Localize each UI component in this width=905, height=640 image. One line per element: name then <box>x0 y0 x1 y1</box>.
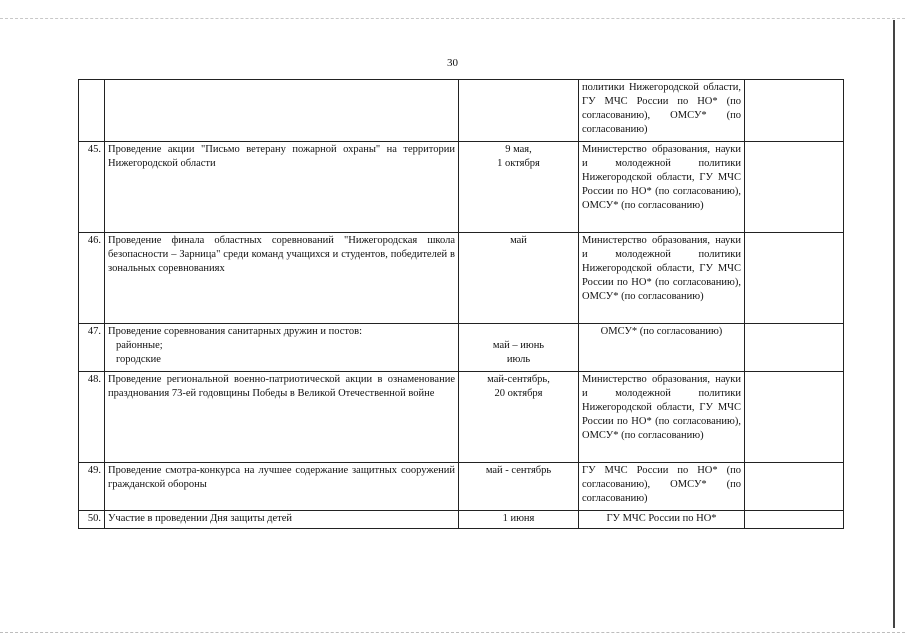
event-text: Проведение соревнования санитарных дружин и постов: <box>108 326 363 337</box>
date-text: 1 июня <box>502 513 535 524</box>
scan-edge-bottom <box>0 632 905 633</box>
note-cell <box>745 511 844 529</box>
responsible-text: ГУ МЧС России по НО* <box>606 513 717 524</box>
date-text: май <box>510 235 527 246</box>
note-cell <box>745 463 844 511</box>
scan-edge-top <box>0 18 905 19</box>
note-cell <box>745 80 844 142</box>
event-text: Проведение акции "Письмо ветерану пожарной охраны" на территории Нижегородской области <box>108 144 455 169</box>
event-cell <box>105 142 459 233</box>
responsible-cell <box>579 372 745 463</box>
event-cell <box>105 233 459 324</box>
responsible-text: ГУ МЧС России по НО* (по согласованию), ОМСУ* (по согласованию) <box>582 465 741 504</box>
date-text: 1 октября <box>497 158 540 169</box>
responsible-text: Министерство образования, науки и молодежной политики Нижегородской области, ГУ МЧС России по НО* (по согласованию), ОМСУ* (по согласованию) <box>582 144 741 211</box>
table-row <box>79 233 844 324</box>
note-cell <box>745 233 844 324</box>
event-text: Участие в проведении Дня защиты детей <box>108 513 293 524</box>
event-subitem: районные; <box>116 340 163 351</box>
date-cell <box>459 142 579 233</box>
scan-edge-right <box>893 20 895 628</box>
responsible-cell <box>579 142 745 233</box>
row-number: 46. <box>79 233 105 324</box>
date-text <box>462 325 575 339</box>
row-number: 49. <box>79 463 105 511</box>
table-row <box>79 372 844 463</box>
responsible-text: Министерство образования, науки и молодежной политики Нижегородской области, ГУ МЧС России по НО* (по согласованию), ОМСУ* (по согласованию) <box>582 235 741 302</box>
responsible-text: политики Нижегородской области, ГУ МЧС России по НО* (по согласованию), ОМСУ* (по согласованию) <box>582 82 741 135</box>
note-cell <box>745 142 844 233</box>
date-text: май-сентябрь, <box>487 374 550 385</box>
table-row <box>79 511 844 529</box>
date-text: май - сентябрь <box>485 465 552 476</box>
event-cell <box>105 372 459 463</box>
date-cell <box>459 511 579 529</box>
row-number: 45. <box>79 142 105 233</box>
note-cell <box>745 324 844 372</box>
event-cell <box>105 324 459 372</box>
table-row-continued <box>79 80 844 142</box>
row-number: 47. <box>79 324 105 372</box>
event-subitem: городские <box>116 354 161 365</box>
event-cell <box>105 80 459 142</box>
responsible-cell <box>579 233 745 324</box>
row-number <box>79 80 105 142</box>
row-number: 50. <box>79 511 105 529</box>
row-number: 48. <box>79 372 105 463</box>
note-cell <box>745 372 844 463</box>
table-row <box>79 324 844 372</box>
date-text: июль <box>506 354 531 365</box>
event-text: Проведение финала областных соревнований "Нижегородская школа безопасности – Зарница" среди команд учащихся и студентов, победителей в зональных соревнованиях <box>108 235 455 274</box>
event-text: Проведение смотра-конкурса на лучшее содержание защитных сооружений гражданской обороны <box>108 465 455 490</box>
table-row <box>79 142 844 233</box>
event-cell <box>105 463 459 511</box>
date-text: 20 октября <box>494 388 543 399</box>
event-text: Проведение региональной военно-патриотической акции в ознаменование празднования 73-ей годовщины Победы в Великой Отечественной войне <box>108 374 455 399</box>
responsible-text: Министерство образования, науки и молодежной политики Нижегородской области, ГУ МЧС России по НО* (по согласованию), ОМСУ* (по согласованию) <box>582 374 741 441</box>
date-cell <box>459 80 579 142</box>
responsible-cell <box>579 511 745 529</box>
events-table <box>78 79 844 529</box>
date-cell <box>459 233 579 324</box>
responsible-cell <box>579 463 745 511</box>
date-text: май – июнь <box>492 340 545 351</box>
event-cell <box>105 511 459 529</box>
responsible-cell <box>579 324 745 372</box>
responsible-text: ОМСУ* (по согласованию) <box>600 326 723 337</box>
responsible-cell <box>579 80 745 142</box>
table-row <box>79 463 844 511</box>
date-cell <box>459 463 579 511</box>
date-cell <box>459 324 579 372</box>
date-text: 9 мая, <box>505 144 532 155</box>
date-cell <box>459 372 579 463</box>
page-number: 30 <box>447 57 458 69</box>
